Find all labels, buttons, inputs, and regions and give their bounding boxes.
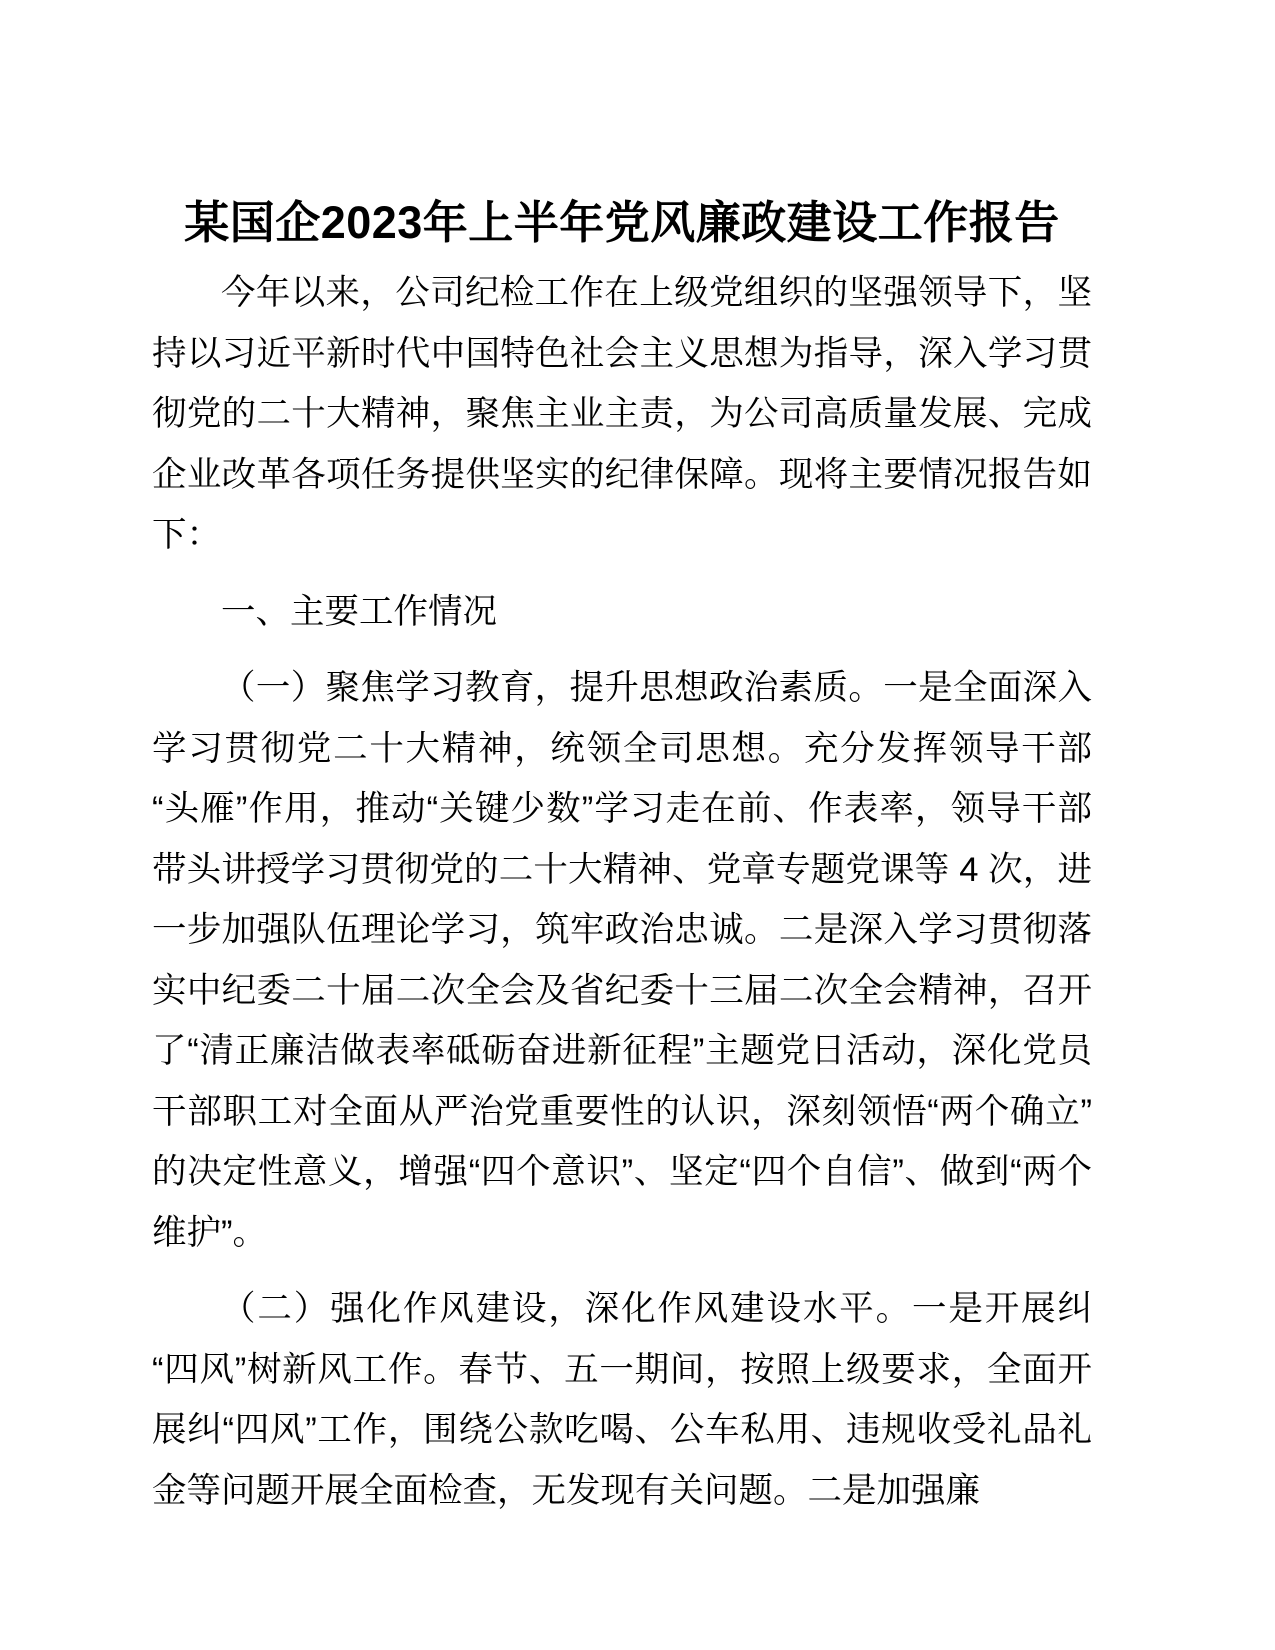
paragraph-subsection-one: （一）聚焦学习教育，提升思想政治素质。一是全面深入学习贯彻党二十大精神，统领全司思想。充分发挥领导干部“头雁”作用，推动“关键少数”学习走在前、作表率，领导干部带头讲授学习贯彻党的二十大精神、党章专题党课等 4 次，进一步加强队伍理论学习，筑牢政治忠诚。二是深入学习贯彻落实中纪委二十届二次全会及省纪委十三届二次全会精神，召开了“清正廉洁做表率砥砺奋进新征程”主题党日活动，深化党员干部职工对全面从严治党重要性的认识，深刻领悟“两个确立”的决定性意义，增强“四个意识”、坚定“四个自信”、做到“两个维护”。 <box>152 669 1092 1252</box>
paragraph-spacer <box>152 566 1092 582</box>
paragraph-subsection-two: （二）强化作风建设，深化作风建设水平。一是开展纠“四风”树新风工作。春节、五一期间，按照上级要求，全面开展纠“四风”工作，围绕公款吃喝、公车私用、违规收受礼品礼金等问题开展全面检查，无发现有关问题。二是加强廉 <box>152 1290 1092 1510</box>
document-content <box>152 196 1092 1521</box>
document-title: 某国企2023年上半年党风廉政建设工作报告 <box>184 197 1060 248</box>
section-heading-main-work: 一、主要工作情况 <box>221 592 497 631</box>
paragraph-spacer <box>152 1263 1092 1279</box>
paragraph-spacer <box>152 642 1092 658</box>
paragraph-intro: 今年以来，公司纪检工作在上级党组织的坚强领导下，坚持以习近平新时代中国特色社会主义思想为指导，深入学习贯彻党的二十大精神，聚焦主业主责，为公司高质量发展、完成企业改革各项任务提供坚实的纪律保障。现将主要情况报告如下： <box>152 274 1092 555</box>
